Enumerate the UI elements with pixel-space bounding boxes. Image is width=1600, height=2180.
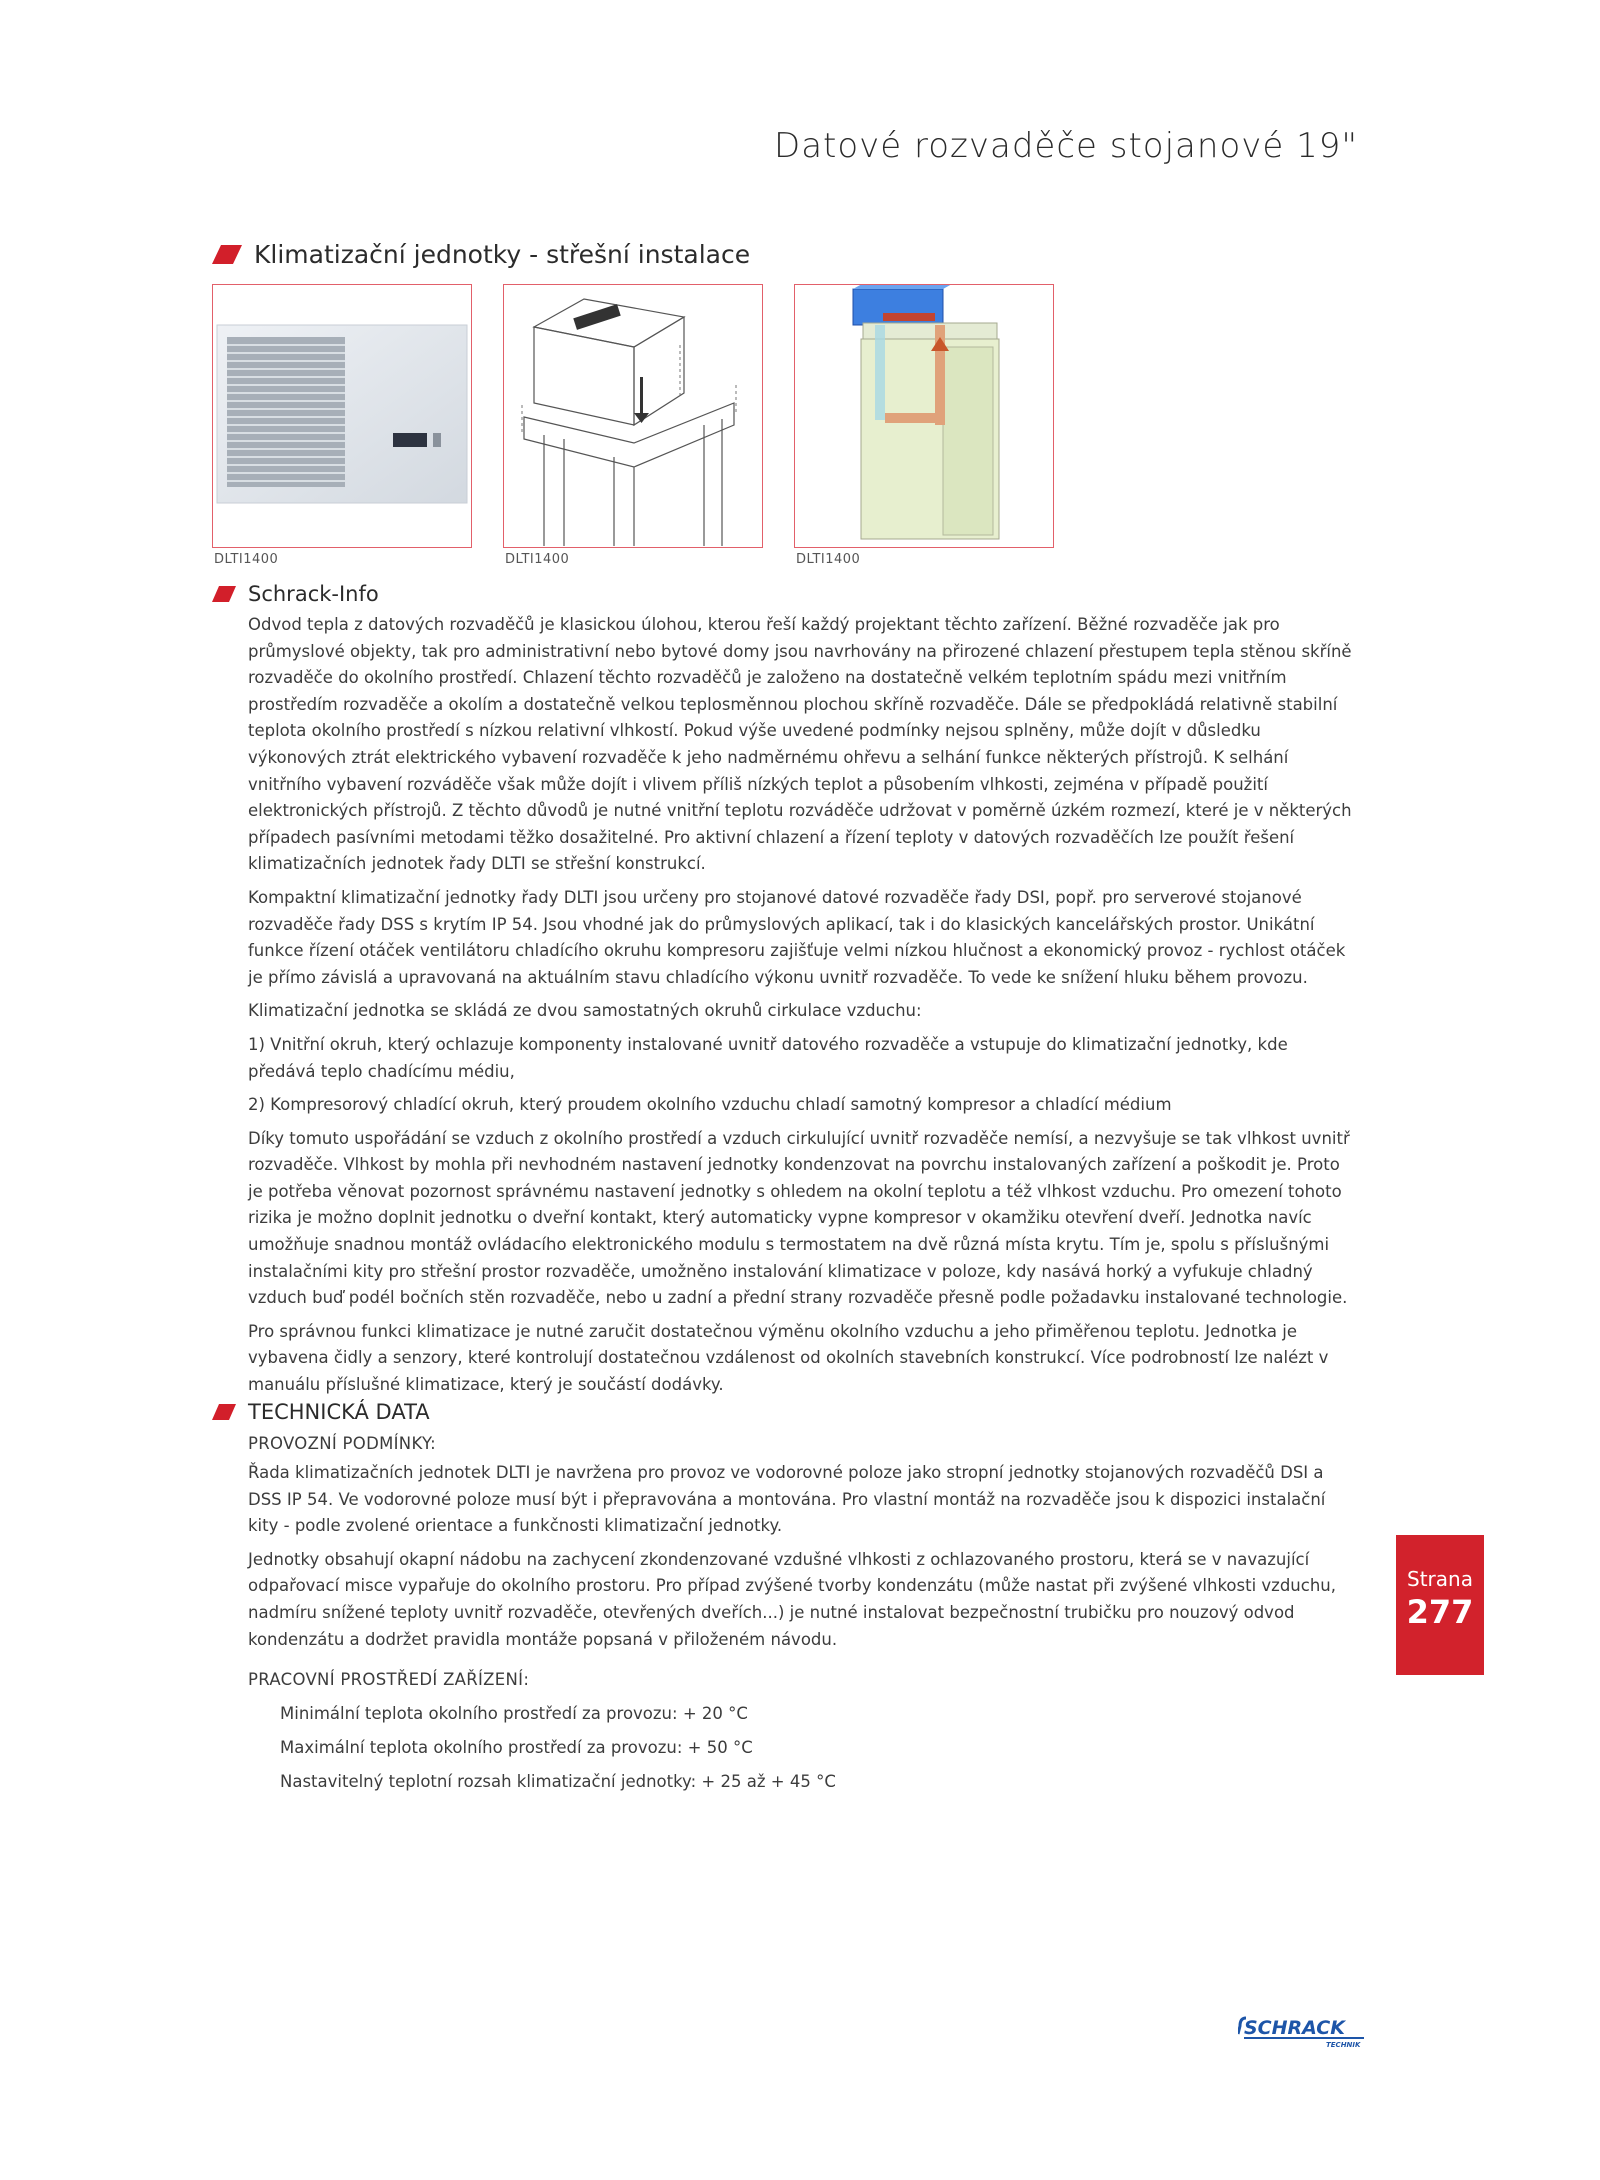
schrack-logo-icon bbox=[1238, 2014, 1370, 2050]
figure-caption: DLTI1400 bbox=[796, 552, 861, 567]
page-title: Datové rozvaděče stojanové 19" bbox=[774, 126, 1358, 166]
logo-subtext: TECHNIK bbox=[1326, 2041, 1361, 2049]
figure-installation-drawing bbox=[503, 284, 763, 548]
section-heading-klimatizacni bbox=[212, 240, 750, 269]
info-body bbox=[248, 612, 1356, 1406]
page-label: Strana bbox=[1407, 1567, 1473, 1591]
airflow-diagram-icon bbox=[795, 285, 1052, 546]
section-heading-technicka-data bbox=[212, 1400, 430, 1424]
info-paragraph: 2) Kompresorový chladící okruh, který proudem okolního vzduchu chladí samotný kompresor a chladící médium bbox=[248, 1095, 1172, 1115]
page-number: 277 bbox=[1406, 1593, 1474, 1631]
page-number-tab bbox=[1396, 1535, 1484, 1675]
logo-text: SCHRACK bbox=[1244, 2017, 1345, 2039]
environment-item: Maximální teplota okolního prostředí za provozu: + 50 °C bbox=[280, 1738, 753, 1757]
figure-unit-photo bbox=[212, 284, 472, 548]
environment-item: Minimální teplota okolního prostředí za provozu: + 20 °C bbox=[280, 1704, 748, 1723]
figure-airflow-diagram bbox=[794, 284, 1054, 548]
environment-item: Nastavitelný teplotní rozsah klimatizační jednotky: + 25 až + 45 °C bbox=[280, 1772, 836, 1791]
figure-caption: DLTI1400 bbox=[214, 552, 279, 567]
ac-unit-photo-icon bbox=[213, 285, 470, 546]
info-paragraph: 1) Vnitřní okruh, který ochlazuje komponenty instalované uvnitř datového rozvaděče a vstupuje do klimatizační jednotky, kde předává teplo chadícímu médiu, bbox=[248, 1034, 1288, 1081]
conditions-heading: PROVOZNÍ PODMÍNKY: bbox=[248, 1434, 437, 1453]
section-heading-schrack-info bbox=[212, 582, 379, 606]
section-marker-icon bbox=[212, 1404, 236, 1420]
environment-heading: PRACOVNÍ PROSTŘEDÍ ZAŘÍZENÍ: bbox=[248, 1670, 530, 1689]
conditions-body bbox=[248, 1460, 1356, 1660]
section-marker-icon bbox=[212, 586, 236, 602]
info-paragraph: Pro správnou funkci klimatizace je nutné zaručit dostatečnou výměnu okolního vzduchu a jeho přiměřenou teplotu. Jednotka je vybavena čidly a senzory, které kontrolují dostatečnou vzdálenost od okolních stavebních konstrukcí. Více podrobností lze nalézt v manuálu příslušné klimatizace, který je součástí dodávky. bbox=[248, 1321, 1329, 1395]
schrack-logo bbox=[1238, 2014, 1370, 2054]
figure-caption: DLTI1400 bbox=[505, 552, 570, 567]
section-title: TECHNICKÁ DATA bbox=[248, 1400, 430, 1424]
section-marker-icon bbox=[212, 245, 242, 264]
section-title: Schrack-Info bbox=[248, 582, 379, 606]
conditions-paragraph: Jednotky obsahují okapní nádobu na zachycení zkondenzované vzdušné vlhkosti z ochlazovaného prostoru, která se v navazující odpařovací misce vypařuje do okolního prostoru. Pro případ zvýšené tvorby kondenzátu (může nastat při zvýšené vlhkosti vzduchu, nadmíru snížené teploty uvnitř rozvaděče, otevřených dveřích...) je nutné instalovat bezpečnostní trubičku pro nouzový odvod kondenzátu a dodržet pravidla montáže popsaná v přiloženém návodu. bbox=[248, 1549, 1336, 1649]
info-paragraph: Díky tomuto uspořádání se vzduch z okolního prostředí a vzduch cirkulující uvnitř rozvaděče nemísí, a nezvyšuje se tak vlhkost uvnitř rozvaděče. Vlhkost by mohla při nevhodném nastavení jednotky kondenzovat na povrchu instalovaných zařízení a poškodit je. Proto je potřeba věnovat pozornost správnému nastavení jednotky s ohledem na okolní teplotu a též vlhkost vzduchu. Pro omezení tohoto rizika je možno doplnit jednotku o dveřní kontakt, který automaticky vypne kompresor v okamžiku otevření dveří. Jednotka navíc umožňuje snadnou montáž ovládacího elektronického modulu s termostatem na dvě různá místa krytu. Tím je, spolu s příslušnými instalačními kity pro střešní prostor rozvaděče, umožněno instalování klimatizace v poloze, kdy nasává horký a vyfukuje chladný vzduch buď podél bočních stěn rozvaděče, nebo u zadní a přední strany rozvaděče přesně podle požadavku instalované technologie. bbox=[248, 1128, 1350, 1308]
section-title: Klimatizační jednotky - střešní instalace bbox=[254, 240, 751, 269]
installation-drawing-icon bbox=[504, 285, 761, 546]
info-paragraph: Klimatizační jednotka se skládá ze dvou samostatných okruhů cirkulace vzduchu: bbox=[248, 1001, 922, 1021]
conditions-paragraph: Řada klimatizačních jednotek DLTI je navržena pro provoz ve vodorovné poloze jako stropní jednotky stojanových rozvaděčů DSI a DSS IP 54. Ve vodorovné poloze musí být i přepravována a montována. Pro vlastní montáž na rozvaděče jsou k dispozici instalační kity - podle zvolené orientace a funkčnosti klimatizační jednotky. bbox=[248, 1463, 1326, 1536]
info-paragraph: Kompaktní klimatizační jednotky řady DLTI jsou určeny pro stojanové datové rozvaděče řady DSI, popř. pro serverové stojanové rozvaděče řady DSS s krytím IP 54. Jsou vhodné jak do průmyslových aplikací, tak i do klasických kancelářských prostor. Unikátní funkce řízení otáček ventilátoru chladícího okruhu kompresoru zajišťuje velmi nízkou hlučnost a ekonomický provoz - rychlost otáček je přímo závislá a upravovaná na aktuálním stavu chladícího výkonu uvnitř rozvaděče. To vede ke snížení hluku během provozu. bbox=[248, 887, 1346, 987]
info-paragraph: Odvod tepla z datových rozvaděčů je klasickou úlohou, kterou řeší každý projektant těchto zařízení. Běžné rozvaděče jak pro průmyslové objekty, tak pro administrativní nebo bytové domy jsou navrhovány na přirozené chlazení přestupem tepla stěnou skříně rozvaděče do okolního prostředí. Chlazení těchto rozvaděčů je založeno na dostatečně velkém teplotním spádu mezi vnitřním prostředím rozvaděče a okolím a dostatečně velkou teplosměnnou plochou skříně rozvaděče. Dále se předpokládá relativně stabilní teplota okolního prostředí s nízkou relativní vlhkostí. Pokud výše uvedené podmínky nejsou splněny, může dojít v důsledku výkonových ztrát elektrického vybavení rozvaděče k jeho nadměrnému ohřevu a selhání funkce některých přístrojů. K selhání vnitřního vybavení rozváděče však může dojít i vlivem příliš nízkých teplot a působením vlhkosti, zejména v případě použití elektronických přístrojů. Z těchto důvodů je nutné vnitřní teplotu rozváděče udržovat v poměrně úzkém rozmezí, které je v některých případech pasívními metodami těžko dosažitelné. Pro aktivní chlazení a řízení teploty v datových rozvaděčích lze použít řešení klimatizačních jednotek řady DLTI se střešní konstrukcí. bbox=[248, 615, 1352, 874]
